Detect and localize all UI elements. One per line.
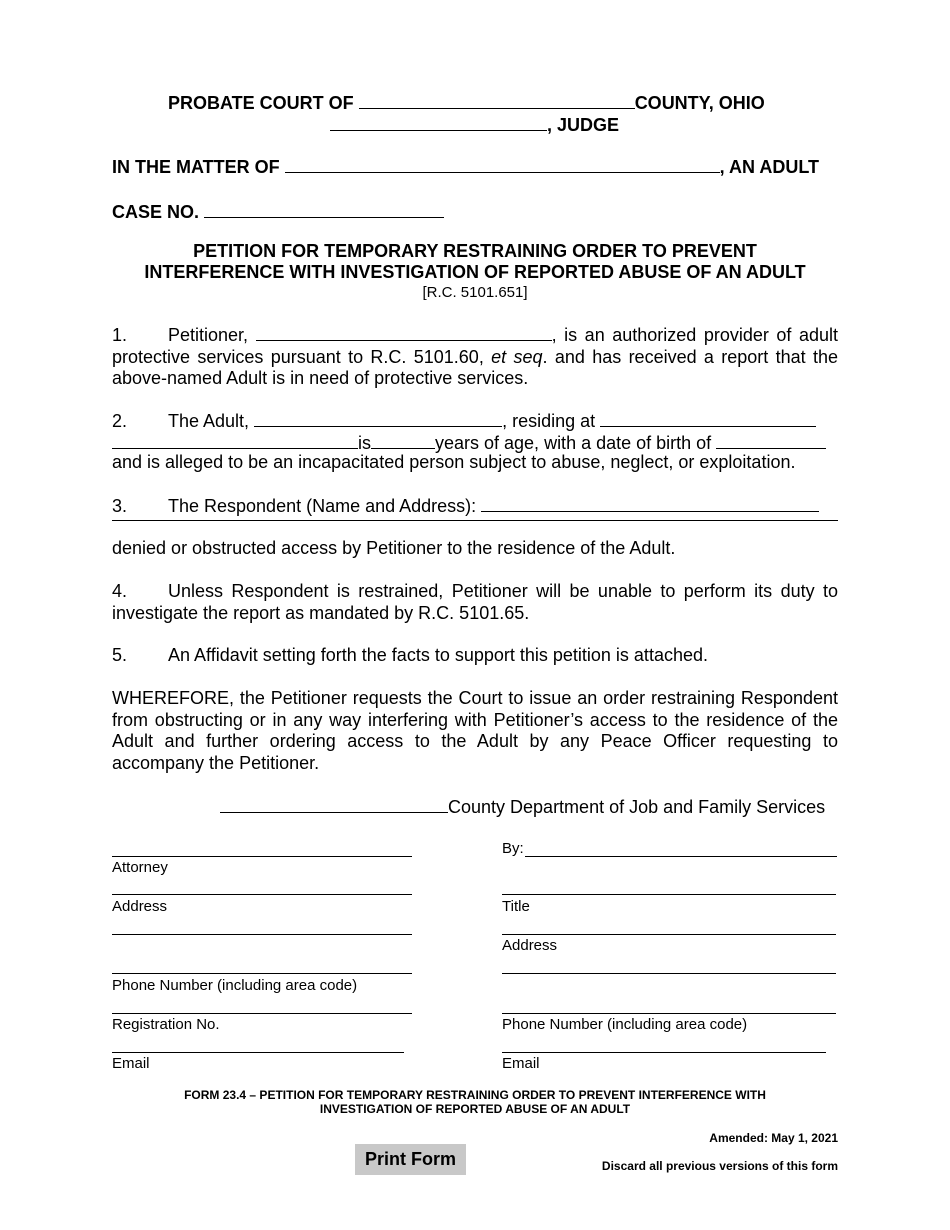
paragraph-1 (112, 323, 838, 390)
right-phone-label: Phone Number (including area code) (502, 1016, 748, 1033)
paragraph-2-text-b: , residing at (502, 411, 596, 431)
case-no-line (112, 200, 444, 223)
paragraph-3-line-1 (112, 494, 819, 517)
matter-line (112, 155, 819, 178)
residence-field-cont[interactable] (112, 431, 358, 449)
right-email-label: Email (502, 1055, 540, 1072)
attorney-label: Attorney (112, 859, 168, 876)
paragraph-1-text-b: , is an authorized provider of adult protective services pursuant to R.C. 5101.60, (112, 325, 838, 367)
et-seq: et seq (491, 346, 543, 367)
by-line (502, 840, 524, 857)
wherefore-paragraph: WHEREFORE, the Petitioner requests the Court to issue an order restraining Respondent from obstructing or in any way interfering with Petitioner’s access to the residence of the Adult and further ordering access to the Adult by any Peace Officer requesting to accompany the Petitioner. (112, 688, 838, 773)
residence-field[interactable] (600, 409, 816, 427)
case-no-field[interactable] (204, 200, 444, 218)
paragraph-1-text-c: . and has received a report that the above-named Adult is in need of protective services. (112, 346, 838, 388)
title-line-2: INTERFERENCE WITH INVESTIGATION OF REPORTED ABUSE OF AN ADULT (144, 262, 806, 282)
right-address-field-2[interactable] (502, 973, 836, 974)
left-phone-label: Phone Number (including area code) (112, 977, 358, 994)
form-footer-line-2: INVESTIGATION OF REPORTED ABUSE OF AN ADULT (319, 1102, 631, 1116)
paragraph-2-text-d: years of age, with a date of birth of (435, 433, 712, 453)
in-the-matter-label: IN THE MATTER OF (112, 157, 280, 177)
paragraph-5-text: An Affidavit setting forth the facts to support this petition is attached. (168, 645, 708, 665)
age-field[interactable] (371, 431, 435, 449)
paragraph-2-line-1 (112, 409, 816, 432)
probate-court-label: PROBATE COURT OF (168, 93, 354, 113)
paragraph-2-line-3: and is alleged to be an incapacitated person subject to abuse, neglect, or exploitation. (112, 452, 796, 472)
attorney-field[interactable] (112, 856, 412, 857)
registration-label: Registration No. (112, 1016, 220, 1033)
statute-reference: [R.C. 5101.651] (422, 284, 528, 301)
left-address-label: Address (112, 898, 168, 915)
form-footer-line-1: FORM 23.4 – PETITION FOR TEMPORARY RESTRAINING ORDER TO PREVENT INTERFERENCE WITH (184, 1088, 766, 1102)
paragraph-5 (112, 645, 708, 666)
title-label: Title (502, 898, 530, 915)
right-phone-field[interactable] (502, 1013, 836, 1014)
right-address-label: Address (502, 937, 558, 954)
judge-label: , JUDGE (547, 115, 620, 135)
petitioner-field[interactable] (256, 323, 552, 341)
an-adult-label: , AN ADULT (719, 157, 819, 177)
case-no-label: CASE NO. (112, 202, 200, 222)
county-dept-label: County Department of Job and Family Services (448, 797, 826, 817)
paragraph-2-number: 2. (112, 411, 128, 431)
paragraph-1-text-a: Petitioner, (168, 325, 249, 345)
respondent-field[interactable] (481, 494, 819, 512)
right-email-field[interactable] (502, 1052, 826, 1053)
discard-notice: Discard all previous versions of this form (601, 1159, 838, 1173)
adult-field[interactable] (254, 409, 502, 427)
paragraph-4-text: Unless Respondent is restrained, Petitioner will be unable to perform its duty to investigate the report as mandated by R.C. 5101.65. (112, 581, 838, 623)
left-email-label: Email (112, 1055, 150, 1072)
probate-court-line (168, 91, 765, 114)
by-label: By: (502, 840, 524, 857)
paragraph-2-text-c: is (358, 433, 371, 453)
registration-field[interactable] (112, 1013, 412, 1014)
amended-date: Amended: May 1, 2021 (709, 1131, 838, 1145)
paragraph-5-number: 5. (112, 645, 128, 665)
paragraph-2-text-a: The Adult, (168, 411, 250, 431)
print-form-button[interactable]: Print Form (355, 1144, 466, 1175)
paragraph-1-number: 1. (112, 325, 128, 345)
left-address-field-2[interactable] (112, 934, 412, 935)
paragraph-2-line-2 (112, 431, 826, 454)
paragraph-3-line-2: denied or obstructed access by Petitioner to the residence of the Adult. (112, 538, 676, 558)
paragraph-4-number: 4. (112, 581, 128, 601)
left-email-field[interactable] (112, 1052, 404, 1053)
county-dept-line (220, 795, 825, 818)
dob-field[interactable] (716, 431, 826, 449)
county-ohio-label: COUNTY, OHIO (634, 93, 765, 113)
county-dept-field[interactable] (220, 795, 448, 813)
judge-field[interactable] (330, 113, 547, 131)
paragraph-3-text-a: The Respondent (Name and Address): (168, 496, 477, 516)
title-line-1: PETITION FOR TEMPORARY RESTRAINING ORDER TO PREVENT (193, 241, 757, 261)
left-address-field[interactable] (112, 894, 412, 895)
adult-name-field[interactable] (285, 155, 720, 173)
title-field[interactable] (502, 894, 836, 895)
county-field[interactable] (359, 91, 635, 109)
by-signature-field[interactable] (525, 856, 837, 857)
paragraph-3-number: 3. (112, 496, 128, 516)
right-address-field[interactable] (502, 934, 836, 935)
paragraph-4 (112, 581, 838, 624)
respondent-field-line-2[interactable] (112, 520, 838, 521)
left-phone-field[interactable] (112, 973, 412, 974)
judge-line (330, 113, 619, 136)
